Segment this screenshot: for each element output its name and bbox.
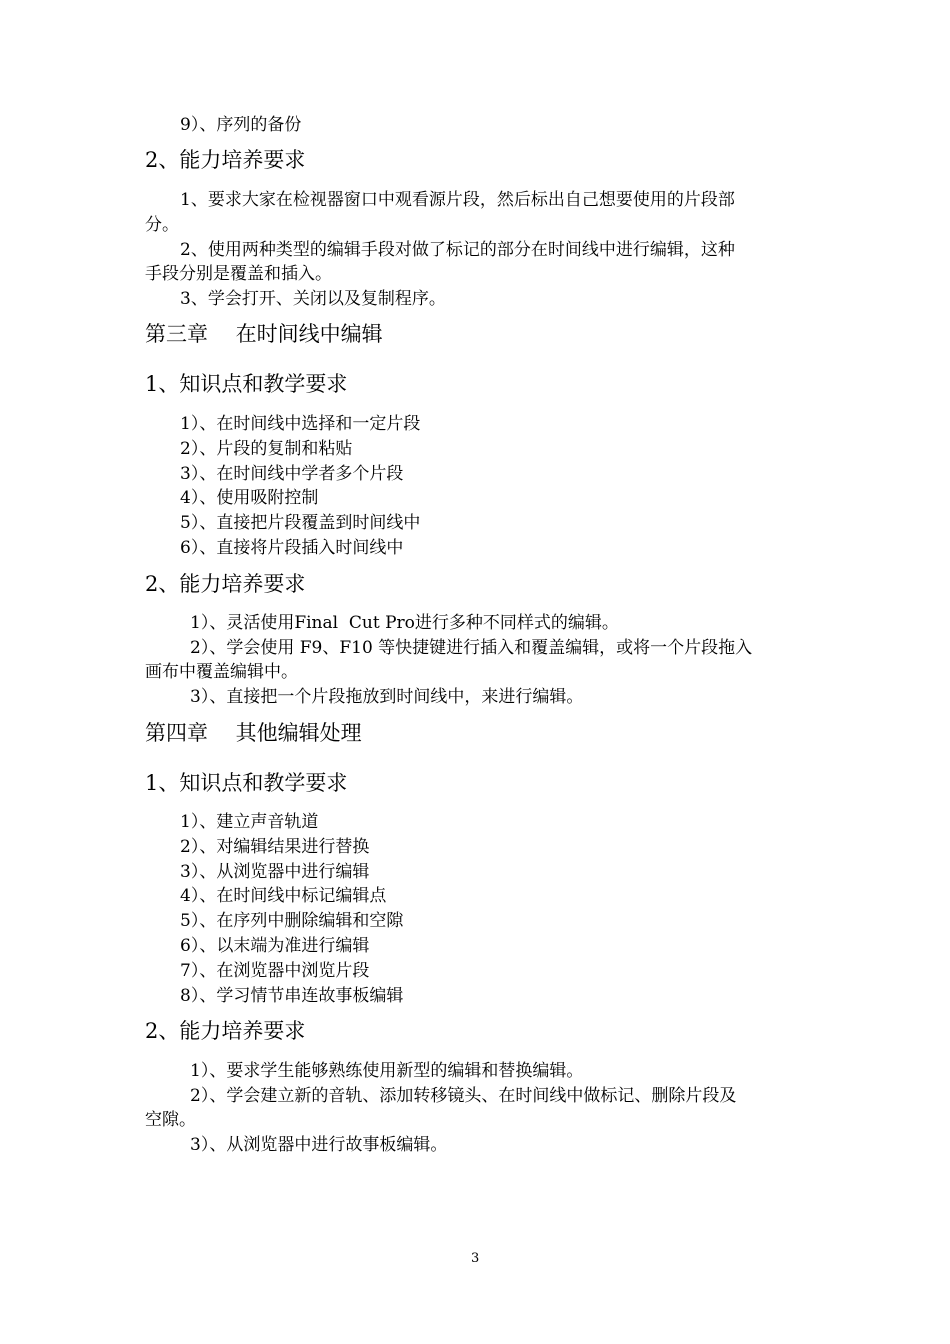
list-item: 1）、在时间线中选择和一定片段 (180, 414, 421, 434)
paragraph-line: 2）、学会建立新的音轨、添加转移镜头、在时间线中做标记、删除片段及 (190, 1086, 737, 1106)
list-item: 1）、建立声音轨道 (180, 812, 319, 832)
paragraph-line: 手段分别是覆盖和插入。 (145, 264, 332, 284)
page-number: 3 (471, 1251, 480, 1266)
section-heading: 2、能力培养要求 (145, 1019, 306, 1043)
paragraph-line: 2、使用两种类型的编辑手段对做了标记的部分在时间线中进行编辑，这种 (180, 240, 735, 260)
list-item: 2）、对编辑结果进行替换 (180, 837, 370, 857)
paragraph-line: 3）、直接把一个片段拖放到时间线中，来进行编辑。 (190, 687, 584, 707)
list-item: 9）、序列的备份 (180, 115, 302, 135)
chapter-title: 第四章 其他编辑处理 (145, 721, 362, 745)
paragraph-line: 画布中覆盖编辑中。 (145, 662, 298, 682)
list-item: 8）、学习情节串连故事板编辑 (180, 986, 404, 1006)
list-item: 6）、以末端为准进行编辑 (180, 936, 370, 956)
list-item: 6）、直接将片段插入时间线中 (180, 538, 404, 558)
list-item: 5）、在序列中删除编辑和空隙 (180, 911, 404, 931)
list-item: 2）、片段的复制和粘贴 (180, 439, 353, 459)
section-heading: 2、能力培养要求 (145, 572, 306, 596)
paragraph-line: 1）、灵活使用Final Cut Pro进行多种不同样式的编辑。 (190, 613, 619, 633)
list-item: 5）、直接把片段覆盖到时间线中 (180, 513, 421, 533)
paragraph-line: 2）、学会使用 F9、F10 等快捷键进行插入和覆盖编辑，或将一个片段拖入 (190, 638, 753, 658)
paragraph-line: 空隙。 (145, 1110, 196, 1130)
paragraph-line: 1、要求大家在检视器窗口中观看源片段，然后标出自己想要使用的片段部 (180, 190, 735, 210)
paragraph-line: 3、学会打开、关闭以及复制程序。 (180, 289, 446, 309)
list-item: 4）、使用吸附控制 (180, 488, 319, 508)
section-heading: 1、知识点和教学要求 (145, 771, 348, 795)
list-item: 4）、在时间线中标记编辑点 (180, 886, 387, 906)
list-item: 7）、在浏览器中浏览片段 (180, 961, 370, 981)
chapter-title: 第三章 在时间线中编辑 (145, 322, 383, 346)
list-item: 3）、在时间线中学者多个片段 (180, 464, 404, 484)
paragraph-line: 1）、要求学生能够熟练使用新型的编辑和替换编辑。 (190, 1061, 584, 1081)
paragraph-line: 分。 (145, 215, 179, 235)
paragraph-line: 3）、从浏览器中进行故事板编辑。 (190, 1135, 448, 1155)
section-heading: 2、能力培养要求 (145, 148, 306, 172)
list-item: 3）、从浏览器中进行编辑 (180, 862, 370, 882)
section-heading: 1、知识点和教学要求 (145, 372, 348, 396)
